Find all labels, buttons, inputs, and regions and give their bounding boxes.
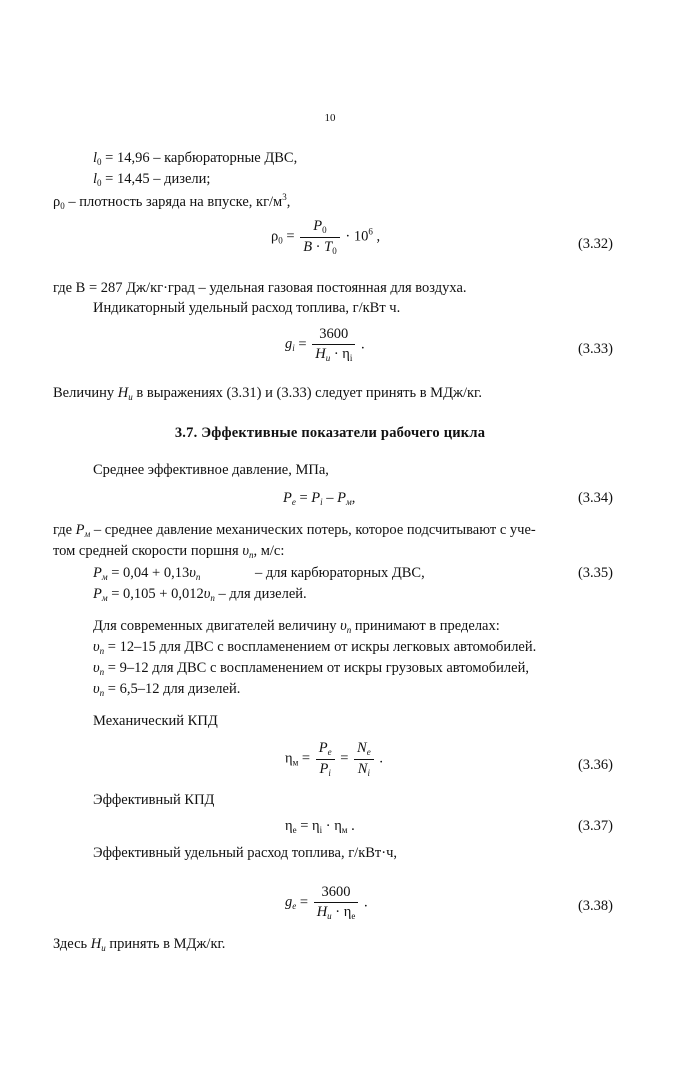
equation-3-38: $g_e$ = $\frac{3600}{H_u \cdot \eta_e}$ . <box>285 884 368 922</box>
equation-3-33: $g_i$ = $\frac{3600}{H_u \cdot \eta_i}$ . <box>285 326 365 364</box>
text-line-b-def: где B = 287 Дж/кг·град – удельная газовая постоянная для воздуха. <box>53 280 467 296</box>
equation-number-3-34: (3.34) <box>577 490 613 506</box>
section-heading: 3.7. Эффективные показатели рабочего цикла <box>174 425 486 441</box>
page-number: 10 <box>324 112 336 124</box>
text-line-final: Здесь $H_u$ принять в МДж/кг. <box>53 936 226 953</box>
equation-3-37: $\eta_e = \eta_i \cdot \eta_м$ . <box>285 818 355 835</box>
equation-3-35-diesel: $P_м = 0,105 + 0,012\upsilon_п$ – для дизелей. <box>93 586 307 603</box>
equation-number-3-33: (3.33) <box>577 341 613 357</box>
text-line-vn-3: $\upsilon_п = 6,5-12$ для дизелей. <box>93 681 241 698</box>
text-line-gi-intro: Индикаторный удельный расход топлива, г/кВт ч. <box>93 300 401 316</box>
text-line-l0-diesel: $l_0 = 14,45$ – дизели; <box>93 171 211 188</box>
equation-3-36: $\eta_м$ = $\frac{P_e}{P_i}$ = $\frac{N_e}{N_i}$ . <box>285 740 383 778</box>
equation-number-3-37: (3.37) <box>577 818 613 834</box>
text-line-eff-kpd: Эффективный КПД <box>93 792 215 808</box>
text-line-pe-intro: Среднее эффективное давление, МПа, <box>93 462 329 478</box>
equation-3-35-carb: $P_м = 0,04 + 0,13\upsilon_п$ <box>93 565 201 582</box>
text-line-rho-def: $\rho_0$ – плотность заряда на впуске, $кг/м^3$, <box>53 192 291 211</box>
text-line-ge-intro: Эффективный удельный расход топлива, г/кВт·ч, <box>93 845 398 861</box>
equation-number-3-35: (3.35) <box>577 565 613 581</box>
text-line-pm-def-2: том средней скорости поршня $\upsilon_п$, м/с: <box>53 543 285 560</box>
equation-number-3-36: (3.36) <box>577 757 613 773</box>
text-line-vn-1: $\upsilon_п = 12-15$ для ДВС с воспламенением от искры легковых автомобилей. <box>93 639 537 656</box>
text-line-mech-kpd: Механический КПД <box>93 713 218 729</box>
text-line-vn-intro: Для современных двигателей величину $\upsilon_п$ принимают в пределах: <box>93 618 500 635</box>
equation-number-3-32: (3.32) <box>577 236 613 252</box>
equation-3-34: $P_e = P_i - P_м$, <box>283 490 356 507</box>
equation-3-32: $\rho_0$ = $\frac{P_0}{B \cdot T_0}$ · $10^6$ , <box>271 218 381 256</box>
text-line-hu-note: Величину $H_u$ в выражениях (3.31) и (3.33) следует принять в МДж/кг. <box>53 385 482 402</box>
text-line-vn-2: $\upsilon_п = 9-12$ для ДВС с воспламенением от искры грузовых автомобилей, <box>93 660 529 677</box>
equation-number-3-38: (3.38) <box>577 898 613 914</box>
equation-3-35-carb-tail: – для карбюраторных ДВС, <box>255 565 425 581</box>
text-line-pm-def: где $P_м$ – среднее давление механических потерь, которое подсчитывают с уче- <box>53 522 536 539</box>
text-line-l0-carb: $l_0 = 14,96$ – карбюраторные ДВС, <box>93 150 298 167</box>
